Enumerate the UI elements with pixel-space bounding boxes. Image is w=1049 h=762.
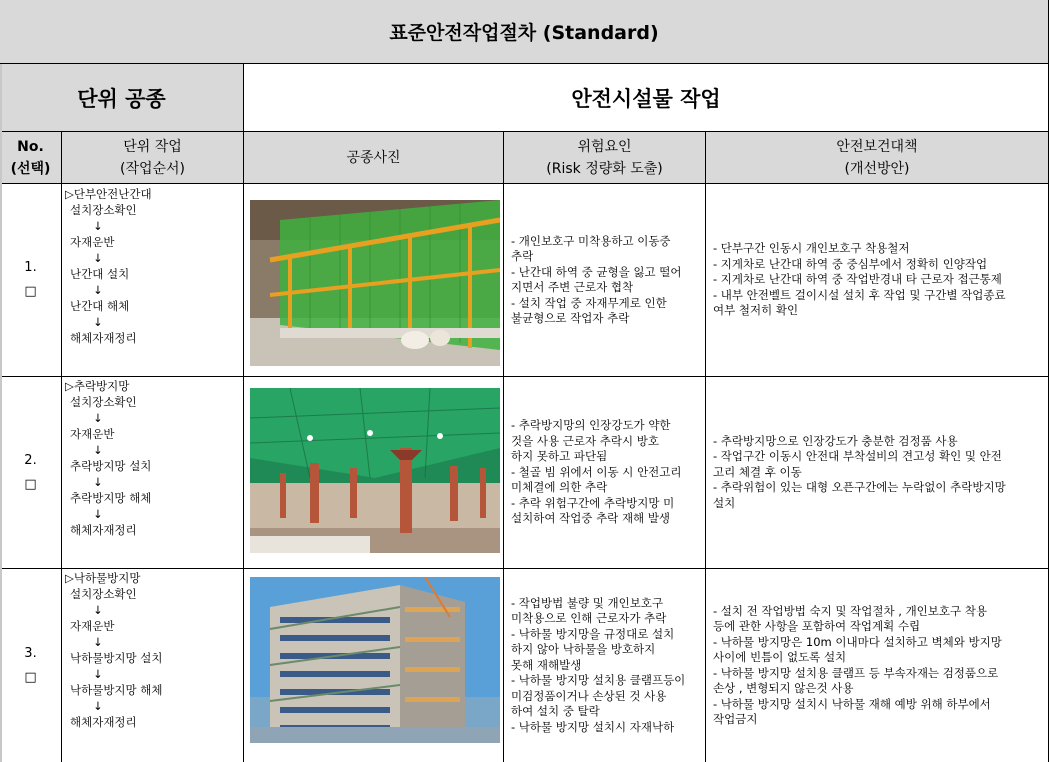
building-net-photo-icon: [250, 577, 500, 743]
arrow-down-icon: ↓: [93, 475, 103, 489]
arrow-down-icon: ↓: [93, 315, 103, 329]
row-1-measures: [706, 184, 1049, 377]
unit-process-label: 단위 공종: [77, 86, 166, 111]
measure-item: - 낙하물 방지망은 10m 이내마다 설치하고 벽체와 방지망 사이에 빈틈이 없도록 설치: [713, 634, 1002, 664]
measure-item: - 추락방지망으로 인장강도가 충분한 검정품 사용: [713, 433, 958, 448]
col-header-risk: [504, 132, 706, 184]
arrow-down-icon: ↓: [93, 283, 103, 297]
col-header-photo: [244, 132, 504, 184]
row-3-measures: [706, 569, 1049, 762]
step: 자재운반: [70, 619, 115, 633]
step: 해체자재정리: [70, 715, 137, 729]
col-measures-line2: (개선방안): [844, 160, 910, 177]
col-risk-line1: 위험요인: [577, 138, 632, 155]
measure-item: - 내부 안전벨트 걸이시설 설치 후 작업 및 구간별 작업종료 여부 철저히 확인: [713, 287, 1006, 318]
arrow-down-icon: ↓: [93, 411, 103, 425]
row-1-risks: [504, 184, 706, 377]
risk-item: - 낙하물 방지망 설치시 자재낙하: [511, 719, 675, 734]
step: 설치장소확인: [70, 395, 137, 409]
step: 해체자재정리: [70, 331, 137, 345]
step: 설치장소확인: [70, 587, 137, 601]
col-header-measures: [706, 132, 1049, 184]
step: ▷추락방지망: [65, 379, 130, 393]
col-photo-label: 공종사진: [346, 149, 401, 166]
title-text: 표준안전작업절차 (Standard): [389, 22, 659, 44]
row-2-measures: [706, 377, 1049, 569]
row-3-no-cell: [0, 569, 62, 762]
measure-item: - 추락위험이 있는 대형 오픈구간에는 누락없이 추락방지망 설치: [713, 480, 1006, 510]
unit-process-value: 안전시설물 작업: [571, 86, 721, 111]
row-3-risks: [504, 569, 706, 762]
arrow-down-icon: ↓: [93, 603, 103, 617]
row-2-risks: [504, 377, 706, 569]
col-measures-line1: 안전보건대책: [836, 138, 918, 155]
step: 난간대 해체: [70, 299, 130, 313]
step: 추락방지망 해체: [70, 491, 152, 505]
step: 낙하물방지망 설치: [70, 651, 163, 665]
row-1-photo-cell: [244, 184, 504, 377]
left-border: [0, 64, 2, 762]
guardrail-photo-icon: [250, 200, 500, 366]
step: 낙하물방지망 해체: [70, 683, 163, 697]
measure-item: - 지게차로 난간대 하역 중 작업반경내 타 근로자 접근통제: [713, 272, 1002, 287]
unit-process-label-cell: [0, 64, 244, 132]
col-header-task: [62, 132, 244, 184]
risk-item: - 낙하물 방지망을 규정대로 설치 하지 않아 낙하물을 방호하지 못해 재해발생: [511, 626, 675, 672]
arrow-down-icon: ↓: [93, 667, 103, 681]
row-3-number: 3.: [24, 645, 37, 661]
risk-item: - 설치 작업 중 자재무게로 인한 불균형으로 작업자 추락: [511, 295, 667, 325]
measure-item: - 낙하물 방지망 설치시 낙하물 재해 예방 위해 하부에서 작업금지: [713, 696, 991, 726]
arrow-down-icon: ↓: [93, 699, 103, 713]
row-3-checkbox[interactable]: □: [24, 669, 37, 685]
col-risk-line2: (Risk 정량화 도출): [546, 160, 663, 177]
safety-net-photo-icon: [250, 388, 500, 553]
step: ▷낙하물방지망: [65, 571, 141, 585]
arrow-down-icon: ↓: [93, 507, 103, 521]
row-3-steps: [62, 569, 244, 762]
measure-item: - 지게차로 난간대 하역 중 중심부에서 정확히 인양작업: [713, 256, 988, 271]
step: ▷단부안전난간대: [65, 187, 152, 201]
step: 난간대 설치: [70, 267, 130, 281]
measure-item: - 설치 전 작업방법 숙지 및 작업절차 , 개인보호구 착용 등에 관한 사항을 포함하여 작업계획 수립: [713, 603, 987, 633]
measure-item: - 단부구간 인동시 개인보호구 착용철저: [713, 241, 910, 256]
risk-item: - 추락방지망의 인장강도가 약한 것을 사용 근로자 추락시 방호 하지 못하고 파단됨: [511, 418, 671, 464]
row-2-number: 2.: [24, 452, 37, 468]
arrow-down-icon: ↓: [93, 219, 103, 233]
arrow-down-icon: ↓: [93, 251, 103, 265]
arrow-down-icon: ↓: [93, 635, 103, 649]
risk-item: - 추락 위험구간에 추락방지망 미 설치하여 작업중 추락 재해 발생: [511, 495, 675, 526]
risk-item: - 개인보호구 미착용하고 이동중 추락: [511, 233, 671, 263]
risk-item: - 낙하물 방지망 설치용 클램프등이 미검정품이거나 손상된 것 사용 하여 설치 중 탈락: [511, 673, 686, 719]
risk-item: - 철골 빔 위에서 이동 시 안전고리 미체결에 의한 추락: [511, 464, 682, 495]
page-title: [0, 0, 1049, 64]
risk-item: - 난간대 하역 중 균형을 잃고 떨어 지면서 주변 근로자 협착: [511, 264, 682, 294]
row-2-no-cell: [0, 377, 62, 569]
row-1-no-cell: [0, 184, 62, 377]
row-2-photo-cell: [244, 377, 504, 569]
col-no-line2: (선택): [10, 160, 51, 177]
row-3-photo-cell: [244, 569, 504, 762]
col-header-no: [0, 132, 62, 184]
col-task-line2: (작업순서): [119, 160, 186, 177]
unit-process-value-cell: [244, 64, 1049, 132]
risk-item: - 작업방법 불량 및 개인보호구 미착용으로 인해 근로자가 추락: [511, 595, 667, 626]
row-2-checkbox[interactable]: □: [24, 476, 37, 492]
measure-item: - 작업구간 이동시 안전대 부착설비의 견고성 확인 및 안전 고리 체결 후 이동: [713, 449, 1002, 479]
measure-item: - 낙하물 방지망 설치용 클램프 등 부속자재는 검정품으로 손상 , 변형되지 않은것 사용: [713, 665, 999, 695]
col-no-line1: No.: [17, 138, 44, 155]
col-task-line1: 단위 작업: [123, 138, 182, 155]
arrow-down-icon: ↓: [93, 443, 103, 457]
step: 자재운반: [70, 427, 115, 441]
row-1-number: 1.: [24, 260, 37, 275]
step: 추락방지망 설치: [70, 459, 152, 473]
step: 해체자재정리: [70, 523, 137, 537]
row-2-steps: [62, 377, 244, 569]
step: 자재운반: [70, 235, 115, 249]
step: 설치장소확인: [70, 203, 137, 217]
row-1-steps: [62, 184, 244, 377]
row-1-checkbox[interactable]: □: [24, 284, 37, 299]
